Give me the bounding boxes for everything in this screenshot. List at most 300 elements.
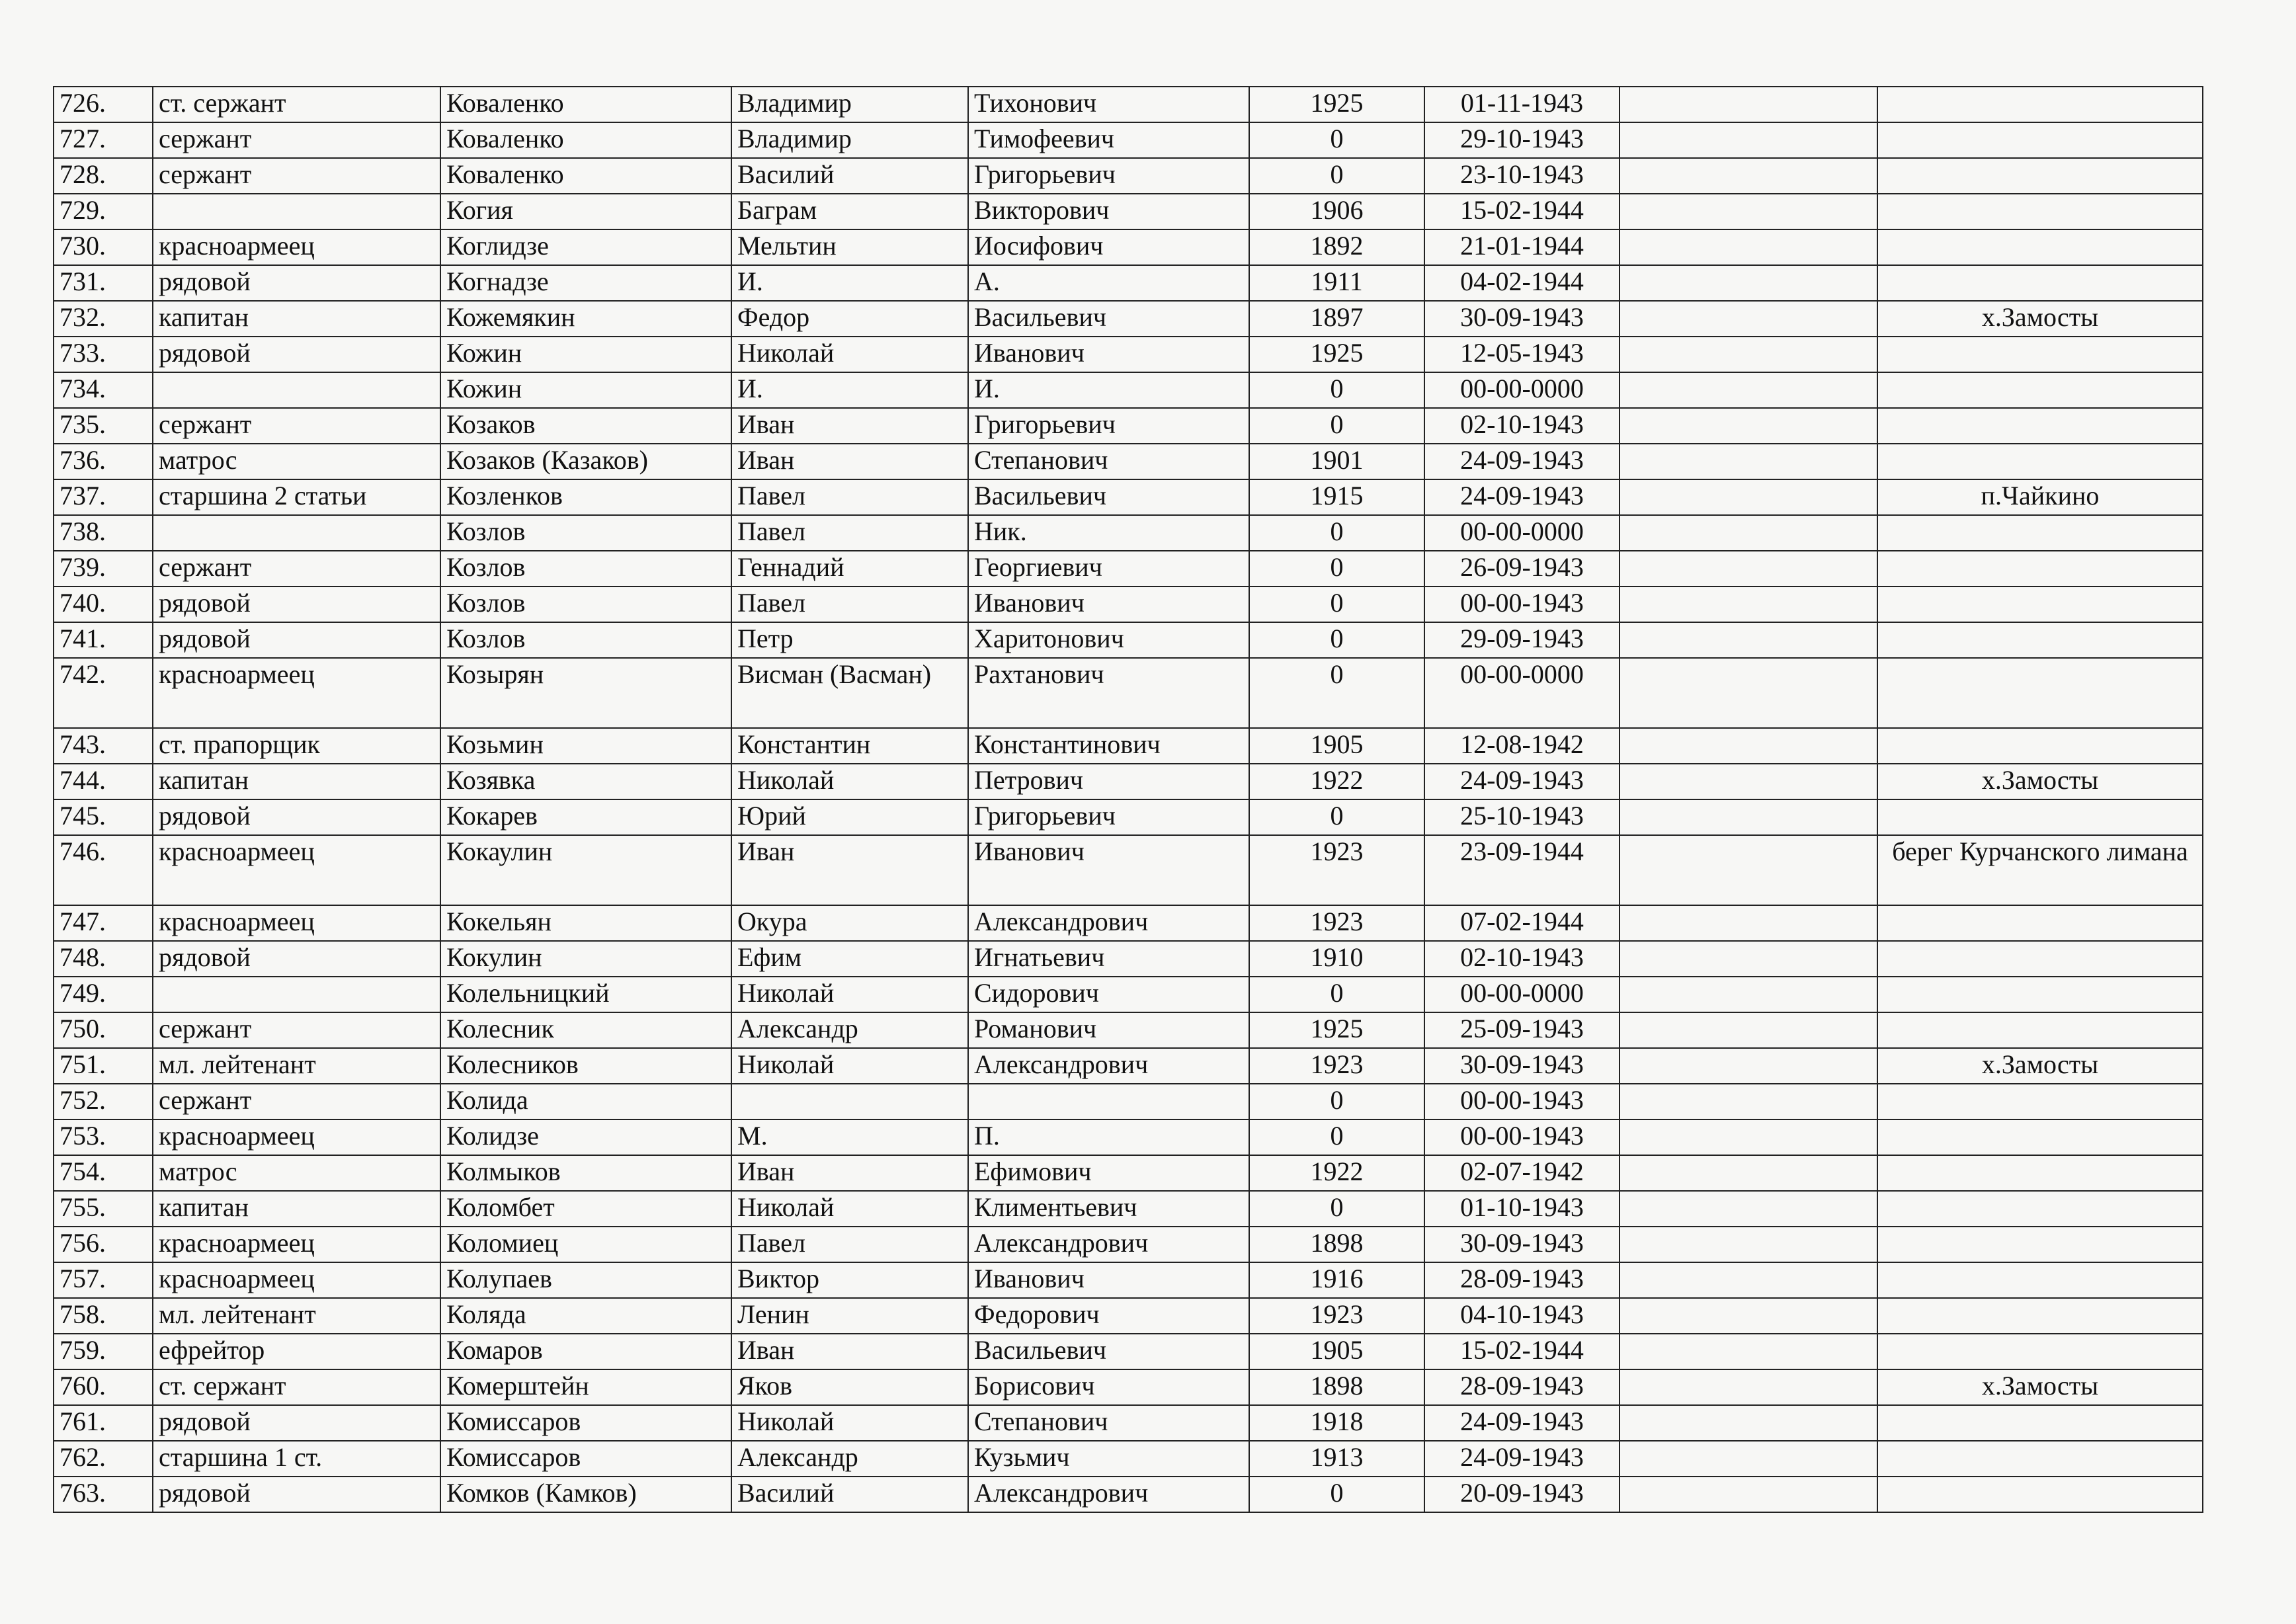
last-name-cell: Коглидзе [440, 229, 731, 265]
first-name-cell: Мельтин [731, 229, 968, 265]
birth-year-cell: 1897 [1249, 301, 1424, 337]
date-cell: 02-10-1943 [1424, 408, 1620, 444]
first-name-cell: Геннадий [731, 551, 968, 587]
first-name-cell: Константин [731, 728, 968, 764]
row-number: 749. [54, 977, 153, 1012]
birth-year-cell: 0 [1249, 1191, 1424, 1227]
empty-cell [1620, 479, 1877, 515]
table-row [54, 977, 2203, 1012]
birth-year-cell: 1905 [1249, 728, 1424, 764]
empty-cell [1620, 835, 1877, 905]
first-name-cell: Висман (Васман) [731, 658, 968, 728]
birth-year-cell: 1913 [1249, 1441, 1424, 1477]
first-name-cell: Иван [731, 1155, 968, 1191]
table-row [54, 408, 2203, 444]
burial-place-cell [1877, 1227, 2203, 1262]
burial-place-cell: х.Замосты [1877, 301, 2203, 337]
last-name-cell: Комиссаров [440, 1405, 731, 1441]
birth-year-cell: 1910 [1249, 941, 1424, 977]
first-name-cell: Юрий [731, 799, 968, 835]
first-name-cell: Ефим [731, 941, 968, 977]
patronymic-cell: Харитонович [968, 622, 1249, 658]
burial-place-cell [1877, 408, 2203, 444]
first-name-cell: Николай [731, 977, 968, 1012]
burial-place-cell [1877, 158, 2203, 194]
row-number: 761. [54, 1405, 153, 1441]
patronymic-cell: А. [968, 265, 1249, 301]
burial-place-cell [1877, 658, 2203, 728]
last-name-cell: Козлов [440, 551, 731, 587]
table-row [54, 444, 2203, 479]
first-name-cell: Павел [731, 587, 968, 622]
burial-place-cell [1877, 905, 2203, 941]
patronymic-cell: Федорович [968, 1298, 1249, 1334]
last-name-cell: Козлов [440, 515, 731, 551]
patronymic-cell: Иванович [968, 835, 1249, 905]
table-row [54, 799, 2203, 835]
table-row [54, 229, 2203, 265]
patronymic-cell: Иосифович [968, 229, 1249, 265]
patronymic-cell: Васильевич [968, 479, 1249, 515]
birth-year-cell: 0 [1249, 1477, 1424, 1512]
empty-cell [1620, 1012, 1877, 1048]
empty-cell [1620, 122, 1877, 158]
row-number: 739. [54, 551, 153, 587]
row-number: 727. [54, 122, 153, 158]
patronymic-cell: Степанович [968, 1405, 1249, 1441]
birth-year-cell: 0 [1249, 587, 1424, 622]
empty-cell [1620, 301, 1877, 337]
empty-cell [1620, 764, 1877, 799]
birth-year-cell: 1916 [1249, 1262, 1424, 1298]
row-number: 730. [54, 229, 153, 265]
burial-place-cell [1877, 372, 2203, 408]
last-name-cell: Кожин [440, 337, 731, 372]
empty-cell [1620, 1119, 1877, 1155]
patronymic-cell: Игнатьевич [968, 941, 1249, 977]
burial-place-cell: п.Чайкино [1877, 479, 2203, 515]
burial-place-cell [1877, 1191, 2203, 1227]
patronymic-cell: Иванович [968, 587, 1249, 622]
first-name-cell: И. [731, 265, 968, 301]
birth-year-cell: 1923 [1249, 905, 1424, 941]
rank-cell: матрос [153, 444, 440, 479]
rank-cell: капитан [153, 301, 440, 337]
table-row [54, 1262, 2203, 1298]
row-number: 753. [54, 1119, 153, 1155]
first-name-cell: Федор [731, 301, 968, 337]
patronymic-cell: Степанович [968, 444, 1249, 479]
patronymic-cell: Григорьевич [968, 799, 1249, 835]
birth-year-cell: 0 [1249, 1119, 1424, 1155]
table-row [54, 372, 2203, 408]
date-cell: 20-09-1943 [1424, 1477, 1620, 1512]
burial-place-cell [1877, 1477, 2203, 1512]
first-name-cell: Николай [731, 1048, 968, 1084]
patronymic-cell: Тимофеевич [968, 122, 1249, 158]
table-row [54, 905, 2203, 941]
last-name-cell: Колидзе [440, 1119, 731, 1155]
row-number: 728. [54, 158, 153, 194]
date-cell: 30-09-1943 [1424, 1048, 1620, 1084]
burial-place-cell [1877, 515, 2203, 551]
empty-cell [1620, 1298, 1877, 1334]
patronymic-cell: Кузьмич [968, 1441, 1249, 1477]
row-number: 762. [54, 1441, 153, 1477]
patronymic-cell: Ефимович [968, 1155, 1249, 1191]
table-row [54, 1119, 2203, 1155]
burial-place-cell [1877, 1119, 2203, 1155]
rank-cell: рядовой [153, 1405, 440, 1441]
last-name-cell: Комиссаров [440, 1441, 731, 1477]
first-name-cell: Виктор [731, 1262, 968, 1298]
rank-cell: красноармеец [153, 658, 440, 728]
last-name-cell: Колесник [440, 1012, 731, 1048]
birth-year-cell: 0 [1249, 551, 1424, 587]
date-cell: 00-00-0000 [1424, 372, 1620, 408]
burial-place-cell [1877, 337, 2203, 372]
last-name-cell: Кокельян [440, 905, 731, 941]
date-cell: 29-10-1943 [1424, 122, 1620, 158]
burial-place-cell [1877, 1405, 2203, 1441]
date-cell: 26-09-1943 [1424, 551, 1620, 587]
birth-year-cell: 1923 [1249, 1298, 1424, 1334]
rank-cell: ст. сержант [153, 87, 440, 122]
date-cell: 01-10-1943 [1424, 1191, 1620, 1227]
rank-cell [153, 515, 440, 551]
row-number: 746. [54, 835, 153, 905]
patronymic-cell: Григорьевич [968, 158, 1249, 194]
empty-cell [1620, 905, 1877, 941]
birth-year-cell: 0 [1249, 408, 1424, 444]
burial-place-cell [1877, 444, 2203, 479]
table-row [54, 1298, 2203, 1334]
row-number: 742. [54, 658, 153, 728]
first-name-cell: Николай [731, 1405, 968, 1441]
row-number: 747. [54, 905, 153, 941]
birth-year-cell: 1915 [1249, 479, 1424, 515]
table-row [54, 728, 2203, 764]
row-number: 732. [54, 301, 153, 337]
patronymic-cell: Константинович [968, 728, 1249, 764]
table-row [54, 1012, 2203, 1048]
rank-cell: красноармеец [153, 905, 440, 941]
patronymic-cell: Григорьевич [968, 408, 1249, 444]
row-number: 752. [54, 1084, 153, 1119]
last-name-cell: Козаков [440, 408, 731, 444]
last-name-cell: Козлов [440, 587, 731, 622]
burial-place-cell [1877, 122, 2203, 158]
empty-cell [1620, 372, 1877, 408]
patronymic-cell: Рахтанович [968, 658, 1249, 728]
first-name-cell: Петр [731, 622, 968, 658]
date-cell: 00-00-1943 [1424, 1084, 1620, 1119]
first-name-cell: М. [731, 1119, 968, 1155]
birth-year-cell: 0 [1249, 122, 1424, 158]
first-name-cell: Павел [731, 1227, 968, 1262]
rank-cell: красноармеец [153, 229, 440, 265]
empty-cell [1620, 1155, 1877, 1191]
table-row [54, 764, 2203, 799]
first-name-cell: Окура [731, 905, 968, 941]
row-number: 741. [54, 622, 153, 658]
rank-cell: рядовой [153, 337, 440, 372]
last-name-cell: Кожин [440, 372, 731, 408]
birth-year-cell: 1925 [1249, 1012, 1424, 1048]
date-cell: 00-00-0000 [1424, 515, 1620, 551]
last-name-cell: Колида [440, 1084, 731, 1119]
patronymic-cell: Александрович [968, 1477, 1249, 1512]
birth-year-cell: 0 [1249, 372, 1424, 408]
last-name-cell: Козлов [440, 622, 731, 658]
patronymic-cell: П. [968, 1119, 1249, 1155]
table-row [54, 479, 2203, 515]
patronymic-cell: Петрович [968, 764, 1249, 799]
last-name-cell: Коломиец [440, 1227, 731, 1262]
birth-year-cell: 1905 [1249, 1334, 1424, 1369]
table-row [54, 87, 2203, 122]
burial-place-cell [1877, 941, 2203, 977]
patronymic-cell: Александрович [968, 1227, 1249, 1262]
row-number: 760. [54, 1369, 153, 1405]
patronymic-cell: Иванович [968, 337, 1249, 372]
burial-place-cell [1877, 551, 2203, 587]
first-name-cell: Василий [731, 1477, 968, 1512]
burial-place-cell [1877, 728, 2203, 764]
rank-cell: рядовой [153, 622, 440, 658]
burial-place-cell [1877, 1012, 2203, 1048]
burial-place-cell [1877, 1084, 2203, 1119]
patronymic-cell: Сидорович [968, 977, 1249, 1012]
table-body [54, 87, 2203, 1512]
first-name-cell: Иван [731, 835, 968, 905]
empty-cell [1620, 194, 1877, 229]
first-name-cell: Александр [731, 1012, 968, 1048]
rank-cell: рядовой [153, 1477, 440, 1512]
last-name-cell: Коваленко [440, 122, 731, 158]
empty-cell [1620, 337, 1877, 372]
birth-year-cell: 1925 [1249, 337, 1424, 372]
row-number: 733. [54, 337, 153, 372]
birth-year-cell: 1925 [1249, 87, 1424, 122]
burial-place-cell [1877, 799, 2203, 835]
row-number: 750. [54, 1012, 153, 1048]
last-name-cell: Когия [440, 194, 731, 229]
date-cell: 23-09-1944 [1424, 835, 1620, 905]
burial-place-cell [1877, 265, 2203, 301]
last-name-cell: Кожемякин [440, 301, 731, 337]
empty-cell [1620, 1084, 1877, 1119]
patronymic-cell: Александрович [968, 1048, 1249, 1084]
empty-cell [1620, 551, 1877, 587]
table-row [54, 941, 2203, 977]
birth-year-cell: 1901 [1249, 444, 1424, 479]
empty-cell [1620, 1477, 1877, 1512]
patronymic-cell: Васильевич [968, 1334, 1249, 1369]
table-row [54, 622, 2203, 658]
last-name-cell: Кокулин [440, 941, 731, 977]
rank-cell [153, 977, 440, 1012]
empty-cell [1620, 941, 1877, 977]
birth-year-cell: 1923 [1249, 1048, 1424, 1084]
birth-year-cell: 0 [1249, 658, 1424, 728]
first-name-cell: Николай [731, 1191, 968, 1227]
birth-year-cell: 0 [1249, 977, 1424, 1012]
empty-cell [1620, 728, 1877, 764]
row-number: 759. [54, 1334, 153, 1369]
rank-cell: капитан [153, 1191, 440, 1227]
table-row [54, 515, 2203, 551]
last-name-cell: Комерштейн [440, 1369, 731, 1405]
row-number: 763. [54, 1477, 153, 1512]
row-number: 745. [54, 799, 153, 835]
empty-cell [1620, 158, 1877, 194]
date-cell: 01-11-1943 [1424, 87, 1620, 122]
burial-place-cell [1877, 587, 2203, 622]
last-name-cell: Колельницкий [440, 977, 731, 1012]
table-row [54, 658, 2203, 728]
first-name-cell: Яков [731, 1369, 968, 1405]
empty-cell [1620, 587, 1877, 622]
row-number: 754. [54, 1155, 153, 1191]
row-number: 755. [54, 1191, 153, 1227]
first-name-cell [731, 1084, 968, 1119]
birth-year-cell: 1892 [1249, 229, 1424, 265]
birth-year-cell: 0 [1249, 799, 1424, 835]
first-name-cell: Василий [731, 158, 968, 194]
row-number: 758. [54, 1298, 153, 1334]
table-row [54, 122, 2203, 158]
rank-cell: матрос [153, 1155, 440, 1191]
burial-place-cell [1877, 977, 2203, 1012]
date-cell: 23-10-1943 [1424, 158, 1620, 194]
row-number: 743. [54, 728, 153, 764]
rank-cell: красноармеец [153, 1227, 440, 1262]
burial-place-cell [1877, 1262, 2203, 1298]
last-name-cell: Коляда [440, 1298, 731, 1334]
date-cell: 12-08-1942 [1424, 728, 1620, 764]
table-row [54, 1477, 2203, 1512]
rank-cell: ст. сержант [153, 1369, 440, 1405]
table-row [54, 1084, 2203, 1119]
birth-year-cell: 1923 [1249, 835, 1424, 905]
date-cell: 02-07-1942 [1424, 1155, 1620, 1191]
birth-year-cell: 1922 [1249, 1155, 1424, 1191]
rank-cell: рядовой [153, 799, 440, 835]
date-cell: 00-00-0000 [1424, 658, 1620, 728]
empty-cell [1620, 408, 1877, 444]
burial-place-cell [1877, 194, 2203, 229]
rank-cell [153, 194, 440, 229]
last-name-cell: Козявка [440, 764, 731, 799]
empty-cell [1620, 515, 1877, 551]
burial-place-cell: х.Замосты [1877, 1048, 2203, 1084]
empty-cell [1620, 444, 1877, 479]
patronymic-cell: Климентьевич [968, 1191, 1249, 1227]
first-name-cell: Павел [731, 479, 968, 515]
empty-cell [1620, 1227, 1877, 1262]
rank-cell: капитан [153, 764, 440, 799]
birth-year-cell: 0 [1249, 158, 1424, 194]
patronymic-cell: Борисович [968, 1369, 1249, 1405]
row-number: 726. [54, 87, 153, 122]
first-name-cell: Иван [731, 444, 968, 479]
table-row [54, 337, 2203, 372]
table-row [54, 1405, 2203, 1441]
last-name-cell: Комков (Камков) [440, 1477, 731, 1512]
empty-cell [1620, 622, 1877, 658]
table-row [54, 265, 2203, 301]
patronymic-cell [968, 1084, 1249, 1119]
empty-cell [1620, 799, 1877, 835]
date-cell: 24-09-1943 [1424, 1441, 1620, 1477]
empty-cell [1620, 87, 1877, 122]
table-row [54, 1369, 2203, 1405]
birth-year-cell: 1922 [1249, 764, 1424, 799]
table-row [54, 1441, 2203, 1477]
first-name-cell: Павел [731, 515, 968, 551]
last-name-cell: Козленков [440, 479, 731, 515]
empty-cell [1620, 658, 1877, 728]
date-cell: 04-10-1943 [1424, 1298, 1620, 1334]
last-name-cell: Коломбет [440, 1191, 731, 1227]
table-row [54, 1048, 2203, 1084]
last-name-cell: Козьмин [440, 728, 731, 764]
date-cell: 00-00-0000 [1424, 977, 1620, 1012]
table-row [54, 158, 2203, 194]
first-name-cell: Баграм [731, 194, 968, 229]
burial-place-cell [1877, 87, 2203, 122]
date-cell: 21-01-1944 [1424, 229, 1620, 265]
rank-cell: красноармеец [153, 1262, 440, 1298]
birth-year-cell: 0 [1249, 1084, 1424, 1119]
date-cell: 15-02-1944 [1424, 1334, 1620, 1369]
first-name-cell: Владимир [731, 87, 968, 122]
burial-place-cell [1877, 1298, 2203, 1334]
rank-cell: мл. лейтенант [153, 1048, 440, 1084]
empty-cell [1620, 1405, 1877, 1441]
date-cell: 07-02-1944 [1424, 905, 1620, 941]
burial-place-cell [1877, 229, 2203, 265]
rank-cell: сержант [153, 1012, 440, 1048]
date-cell: 28-09-1943 [1424, 1262, 1620, 1298]
birth-year-cell: 0 [1249, 622, 1424, 658]
empty-cell [1620, 265, 1877, 301]
date-cell: 02-10-1943 [1424, 941, 1620, 977]
row-number: 751. [54, 1048, 153, 1084]
row-number: 738. [54, 515, 153, 551]
row-number: 729. [54, 194, 153, 229]
table-row [54, 835, 2203, 905]
rank-cell: сержант [153, 158, 440, 194]
patronymic-cell: Викторович [968, 194, 1249, 229]
birth-year-cell: 0 [1249, 515, 1424, 551]
first-name-cell: Александр [731, 1441, 968, 1477]
rank-cell: сержант [153, 122, 440, 158]
last-name-cell: Коваленко [440, 158, 731, 194]
burial-place-cell: х.Замосты [1877, 764, 2203, 799]
table-row [54, 194, 2203, 229]
patronymic-cell: Георгиевич [968, 551, 1249, 587]
birth-year-cell: 1898 [1249, 1227, 1424, 1262]
last-name-cell: Колупаев [440, 1262, 731, 1298]
table-row [54, 1334, 2203, 1369]
first-name-cell: Владимир [731, 122, 968, 158]
last-name-cell: Козырян [440, 658, 731, 728]
row-number: 757. [54, 1262, 153, 1298]
last-name-cell: Комаров [440, 1334, 731, 1369]
last-name-cell: Колесников [440, 1048, 731, 1084]
